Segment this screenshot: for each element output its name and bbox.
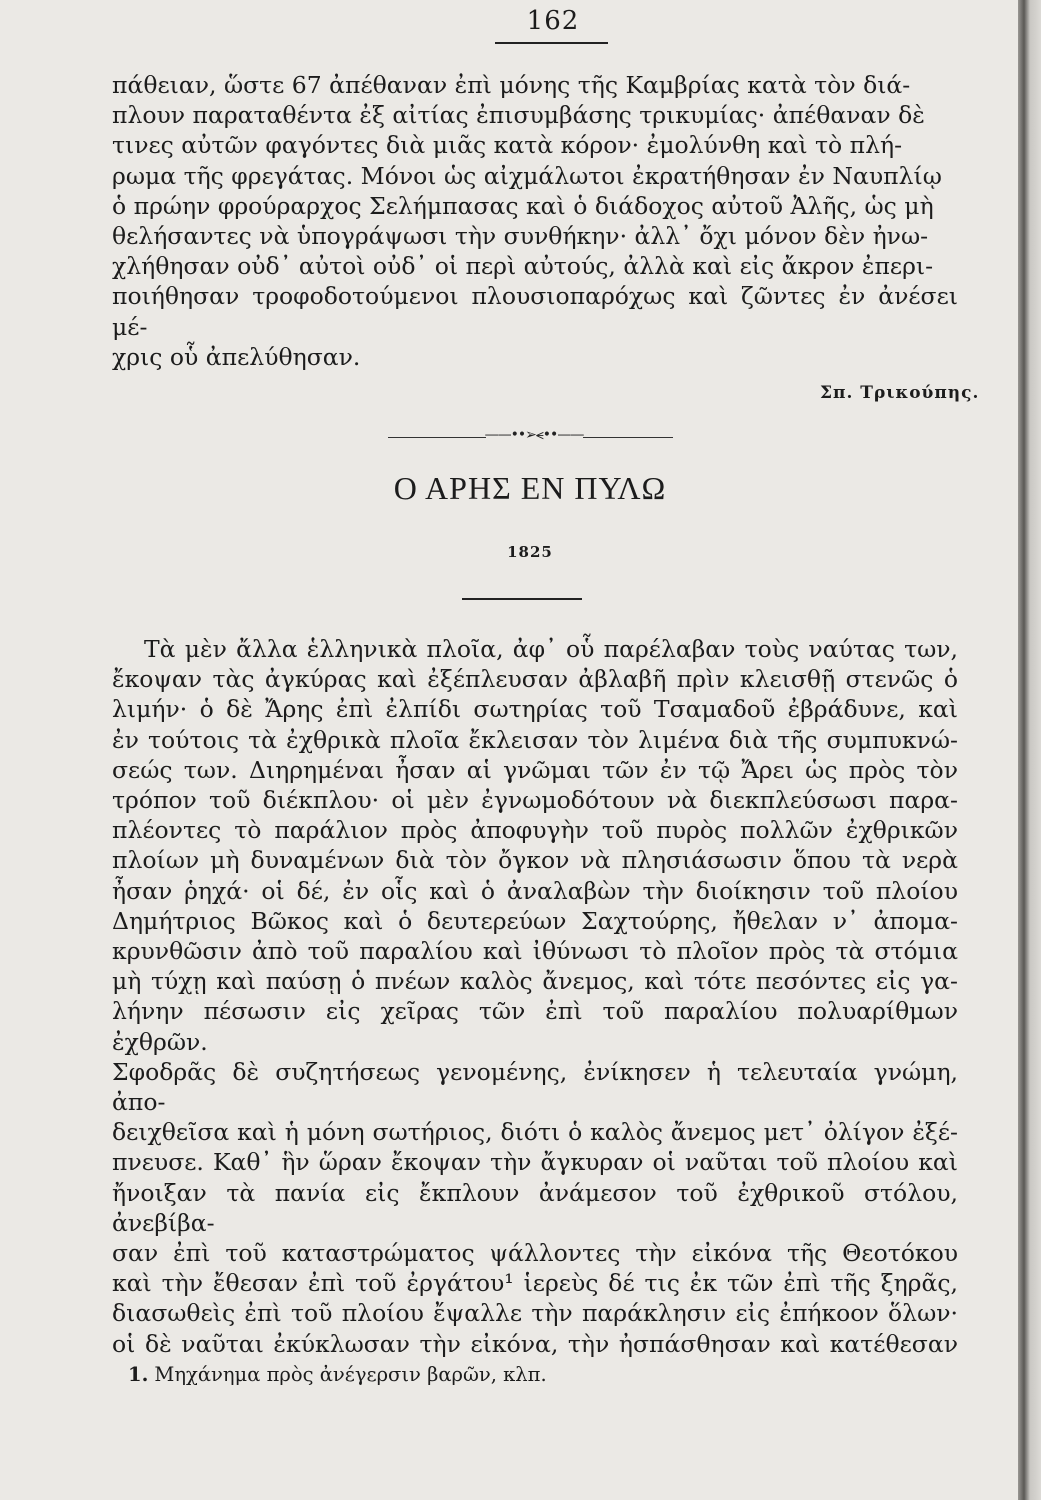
paragraph-continuation: πάθειαν, ὥστε 67 ἀπέθαναν ἐπὶ μόνης τῆς Καμβρίας κατὰ τὸν διά- πλουν παραταθέντα ἐξ αἰτίας ἐπισυμβάσης τρικυμίας· ἀπέθαναν δὲ τινες αὐτῶν φαγόντες διὰ μιᾶς κατὰ κόρον· ἐμολύνθη καὶ τὸ πλή- ρωμα τῆς φρεγάτας. Μόνοι ὡς αἰχμάλωτοι ἐκρατήθησαν ἐν Ναυπλίῳ ὁ πρώην φρούραρχος Σελήμπασας καὶ ὁ διάδοχος αὐτοῦ Ἀλῆς, ὡς μὴ θελήσαντες νὰ ὑπογράψωσι τὴν συνθήκην· ἀλλ᾽ ὄχι μόνον δὲν ἠνω- χλήθησαν οὐδ᾽ αὐτοὶ οὐδ᾽ οἱ περὶ αὐτούς, ἀλλὰ καὶ εἰς ἄκρον ἐπερι- ποιήθησαν τροφοδοτούμενοι πλουσιοπαρόχως καὶ ζῶντες ἐν ἀνέσει μέ- χρις οὗ ἀπελύθησαν.: [112, 71, 958, 371]
footnote-text: Μηχάνημα πρὸς ἀνέγερσιν βαρῶν, κλπ.: [154, 1363, 547, 1386]
paragraph-main: Τὰ μὲν ἄλλα ἑλληνικὰ πλοῖα, ἀφ᾽ οὗ παρέλαβαν τοὺς ναύτας των, ἔκοψαν τὰς ἀγκύρας καὶ ἐξέπλευσαν ἀβλαβῆ πρὶν κλεισθῇ στενῶς ὁ λιμήν· ὁ δὲ Ἄρης ἐπὶ ἐλπίδι σωτηρίας τοῦ Τσαμαδοῦ ἐβράδυνε, καὶ ἐν τούτοις τὰ ἐχθρικὰ πλοῖα ἔκλεισαν τὸν λιμένα διὰ τῆς συμπυκνώ- σεώς των. Διηρημέναι ἦσαν αἱ γνῶμαι τῶν ἐν τῷ Ἄρει ὡς πρὸς τὸν τρόπον τοῦ διέκπλου· οἱ μὲν ἐγνωμοδότουν νὰ διεκπλεύσωσι παρα- πλέοντες τὸ παράλιον πρὸς ἀποφυγὴν τοῦ πυρὸς πολλῶν ἐχθρικῶν πλοίων μὴ δυναμένων διὰ τὸν ὄγκον νὰ πλησιάσωσιν ὅπου τὰ νερὰ ἦσαν ῥηχά· οἱ δέ, ἐν οἷς καὶ ὁ ἀναλαβὼν τὴν διοίκησιν τοῦ πλοίου Δημήτριος Βῶκος καὶ ὁ δευτερεύων Σαχτούρης, ἤθελαν ν᾽ ἀπομα- κρυνθῶσιν ἀπὸ τοῦ παραλίου καὶ ἰθύνωσι τὸ πλοῖον πρὸς τὰ στόμια μὴ τύχῃ καὶ παύσῃ ὁ πνέων καλὸς ἄνεμος, καὶ τότε πεσόντες εἰς γα- λήνην πέσωσιν εἰς χεῖρας τῶν ἐπὶ τοῦ παραλίου πολυαρίθμων ἐχθρῶν. Σφοδρᾶς δὲ συζητήσεως γενομένης, ἐνίκησεν ἡ τελευταία γνώμη, ἀπο- δειχθεῖσα καὶ ἡ μόνη σωτήριος, διότι ὁ καλὸς ἄνεμος μετ᾽ ὀλίγον ἐξέ- πνευσε. Καθ᾽ ἣν ὥραν ἔκοψαν τὴν ἄγκυραν οἱ ναῦται τοῦ πλοίου καὶ ἤνοιξαν τὰ πανία εἰς ἔκπλουν ἀνάμεσον τοῦ ἐχθρικοῦ στόλου, ἀνεβίβα- σαν ἐπὶ τοῦ καταστρώματος ψάλλοντες τὴν εἰκόνα τῆς Θεοτόκου καὶ τὴν ἔθεσαν ἐπὶ τοῦ ἐργάτου¹ ἱερεὺς δέ τις ἐκ τῶν ἐπὶ τῆς ξηρᾶς, διασωθεὶς ἐπὶ τοῦ πλοίου ἔψαλλε τὴν παράκλησιν εἰς ἐπήκοον ὅλων· οἱ δὲ ναῦται ἐκύκλωσαν τὴν εἰκόνα, τὴν ἠσπάσθησαν καὶ κατέθεσαν: [112, 635, 958, 1358]
page-number-rule: [495, 42, 608, 44]
section-year: 1825: [507, 543, 553, 561]
ornament-rule-right: [583, 437, 673, 438]
section-title: Ο ΑΡΗΣ ΕΝ ΠΥΛΩ: [393, 470, 667, 506]
title-rule: [462, 598, 582, 600]
author-signature: Σπ. Τρικούπης.: [820, 383, 980, 403]
footnote: [128, 1363, 547, 1386]
ornament-rule-left: [388, 437, 486, 438]
page-edge-shadow: [1018, 0, 1041, 1500]
section-ornament: ——••➢⪪••——: [484, 427, 584, 443]
page-number: 162: [526, 6, 580, 36]
footnote-number: 1.: [128, 1363, 149, 1386]
